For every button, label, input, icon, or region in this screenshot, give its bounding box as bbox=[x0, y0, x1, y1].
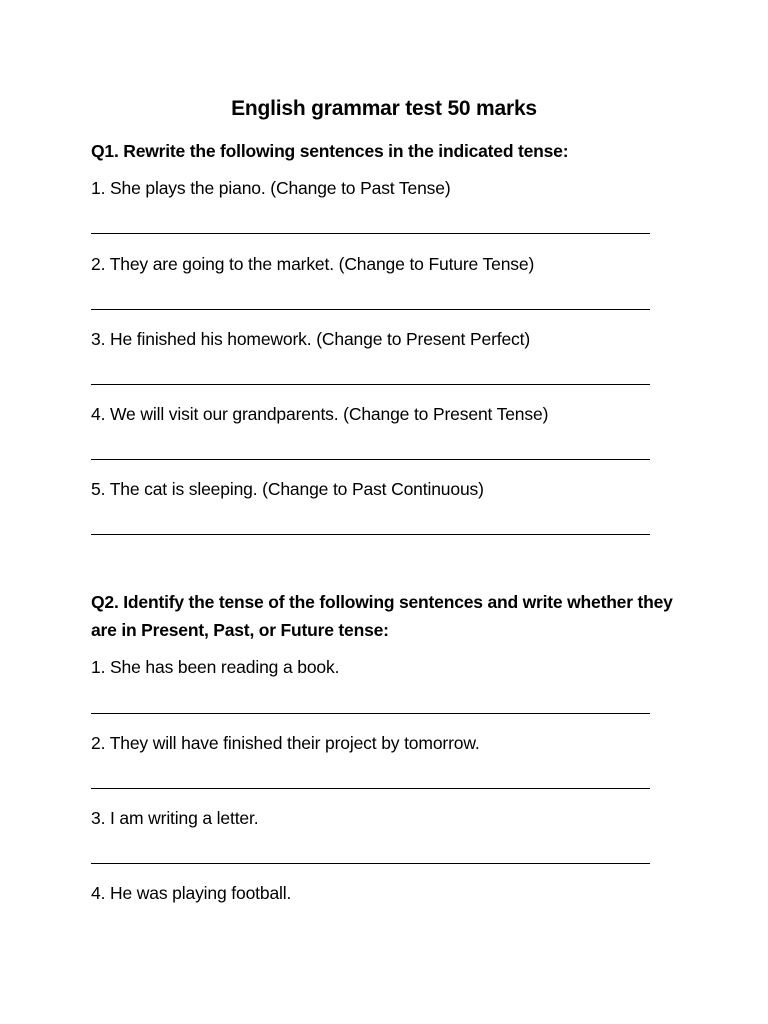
q1-item-3: 3. He finished his homework. (Change to Present Perfect) bbox=[91, 329, 531, 349]
q2-item-3: 3. I am writing a letter. bbox=[91, 808, 259, 828]
question-2-heading: Q2. Identify the tense of the following sentences and write whether they are in Present, Past, or Future tense: bbox=[91, 592, 673, 640]
q1-answer-line-4[interactable] bbox=[91, 459, 650, 460]
q2-item-2: 2. They will have finished their project by tomorrow. bbox=[91, 733, 480, 753]
q1-item-4: 4. We will visit our grandparents. (Change to Present Tense) bbox=[91, 404, 549, 424]
q1-answer-line-3[interactable] bbox=[91, 384, 650, 385]
question-1-heading: Q1. Rewrite the following sentences in the indicated tense: bbox=[91, 141, 569, 161]
q1-answer-line-5[interactable] bbox=[91, 534, 650, 535]
q2-answer-line-3[interactable] bbox=[91, 863, 650, 864]
q1-item-1: 1. She plays the piano. (Change to Past Tense) bbox=[91, 178, 451, 198]
q1-item-5: 5. The cat is sleeping. (Change to Past Continuous) bbox=[91, 479, 484, 499]
q2-item-1: 1. She has been reading a book. bbox=[91, 657, 340, 677]
q1-answer-line-1[interactable] bbox=[91, 233, 650, 234]
q1-answer-line-2[interactable] bbox=[91, 309, 650, 310]
q2-item-4: 4. He was playing football. bbox=[91, 883, 292, 903]
q1-item-2: 2. They are going to the market. (Change to Future Tense) bbox=[91, 254, 535, 274]
page-title: English grammar test 50 marks bbox=[231, 97, 537, 120]
q2-answer-line-2[interactable] bbox=[91, 788, 650, 789]
q2-answer-line-1[interactable] bbox=[91, 713, 650, 714]
